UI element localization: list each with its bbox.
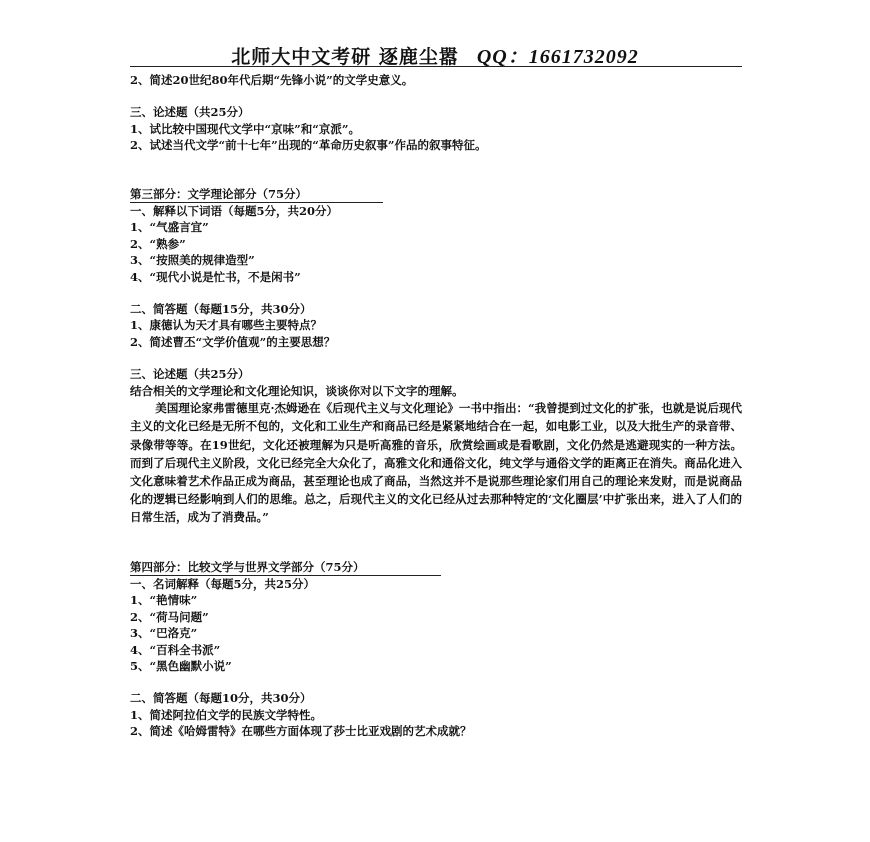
part-title: 第三部分：文学理论部分（75分）	[130, 186, 383, 203]
header-title: 北师大中文考研 逐鹿尘嚣	[231, 46, 459, 68]
question-line: 1、简述阿拉伯文学的民族文学特性。	[130, 707, 322, 722]
section-heading: 三、论述题（共25分）	[130, 105, 250, 120]
term-item: 2、“荷马问题”	[130, 609, 209, 624]
quoted-passage: 美国理论家弗雷德里克·杰姆逊在《后现代主义与文化理论》一书中指出：“我曾提到过文化的扩张，也就是说后现代主义的文化已经是无所不包的，文化和工业生产和商品已经是紧紧地结合在一起，如电影工业，以及大批生产的录音带、录像带等等。在19世纪，文化还被理解为只是听高雅的音乐，欣赏绘画或是看歌剧，文化仍然是逃避现实的一种方法。而到了后现代主义阶段，文化已经完全大众化了，高雅文化和通俗文化，纯文学与通俗文学的距离正在消失。商品化进入文化意味着艺术作品正成为商品，甚至理论也成了商品，当然这并不是说那些理论家们用自己的理论来发财，而是说商品化的逻辑已经影响到人们的思维。总之，后现代主义的文化已经从过去那种特定的‘文化圈层’中扩张出来，进入了人们的日常生活，成为了消费品。”	[130, 401, 742, 525]
header-qq: QQ：1661732092	[476, 46, 639, 68]
essay-instruction: 结合相关的文学理论和文化理论知识，谈谈你对以下文字的理解。	[130, 383, 464, 398]
term-item: 3、“按照美的规律造型”	[130, 253, 255, 268]
term-item: 3、“巴洛克”	[130, 626, 198, 641]
document-body	[130, 72, 742, 740]
question-line: 2、简述《哈姆雷特》在哪些方面体现了莎士比亚戏剧的艺术成就？	[130, 724, 472, 739]
term-item: 2、“熟参”	[130, 236, 186, 251]
term-item: 1、“气盛言宜”	[130, 220, 209, 235]
question-line: 2、简述20世纪80年代后期“先锋小说”的文学史意义。	[130, 73, 414, 87]
section-heading: 二、简答题（每题10分，共30分）	[130, 691, 312, 706]
question-line: 2、简述曹丕“文学价值观”的主要思想？	[130, 334, 336, 349]
page-header	[130, 40, 740, 69]
section-heading: 一、解释以下词语（每题5分，共20分）	[130, 204, 339, 219]
term-item: 5、“黑色幽默小说”	[130, 658, 232, 673]
term-item: 4、“现代小说是忙书，不是闲书”	[130, 269, 301, 284]
part-title: 第四部分：比较文学与世界文学部分（75分）	[130, 559, 441, 576]
header-divider	[130, 66, 742, 67]
question-line: 1、康德认为天才具有哪些主要特点？	[130, 318, 322, 333]
term-item: 4、“百科全书派”	[130, 642, 221, 657]
section-heading: 二、简答题（每题15分，共30分）	[130, 302, 312, 317]
question-line: 1、试比较中国现代文学中“京味”和“京派”。	[130, 121, 360, 136]
section-heading: 三、论述题（共25分）	[130, 367, 250, 382]
question-line: 2、试述当代文学“前十七年”出现的“革命历史叙事”作品的叙事特征。	[130, 138, 487, 153]
term-item: 1、“艳情味”	[130, 593, 198, 608]
section-heading: 一、名词解释（每题5分，共25分）	[130, 576, 316, 591]
